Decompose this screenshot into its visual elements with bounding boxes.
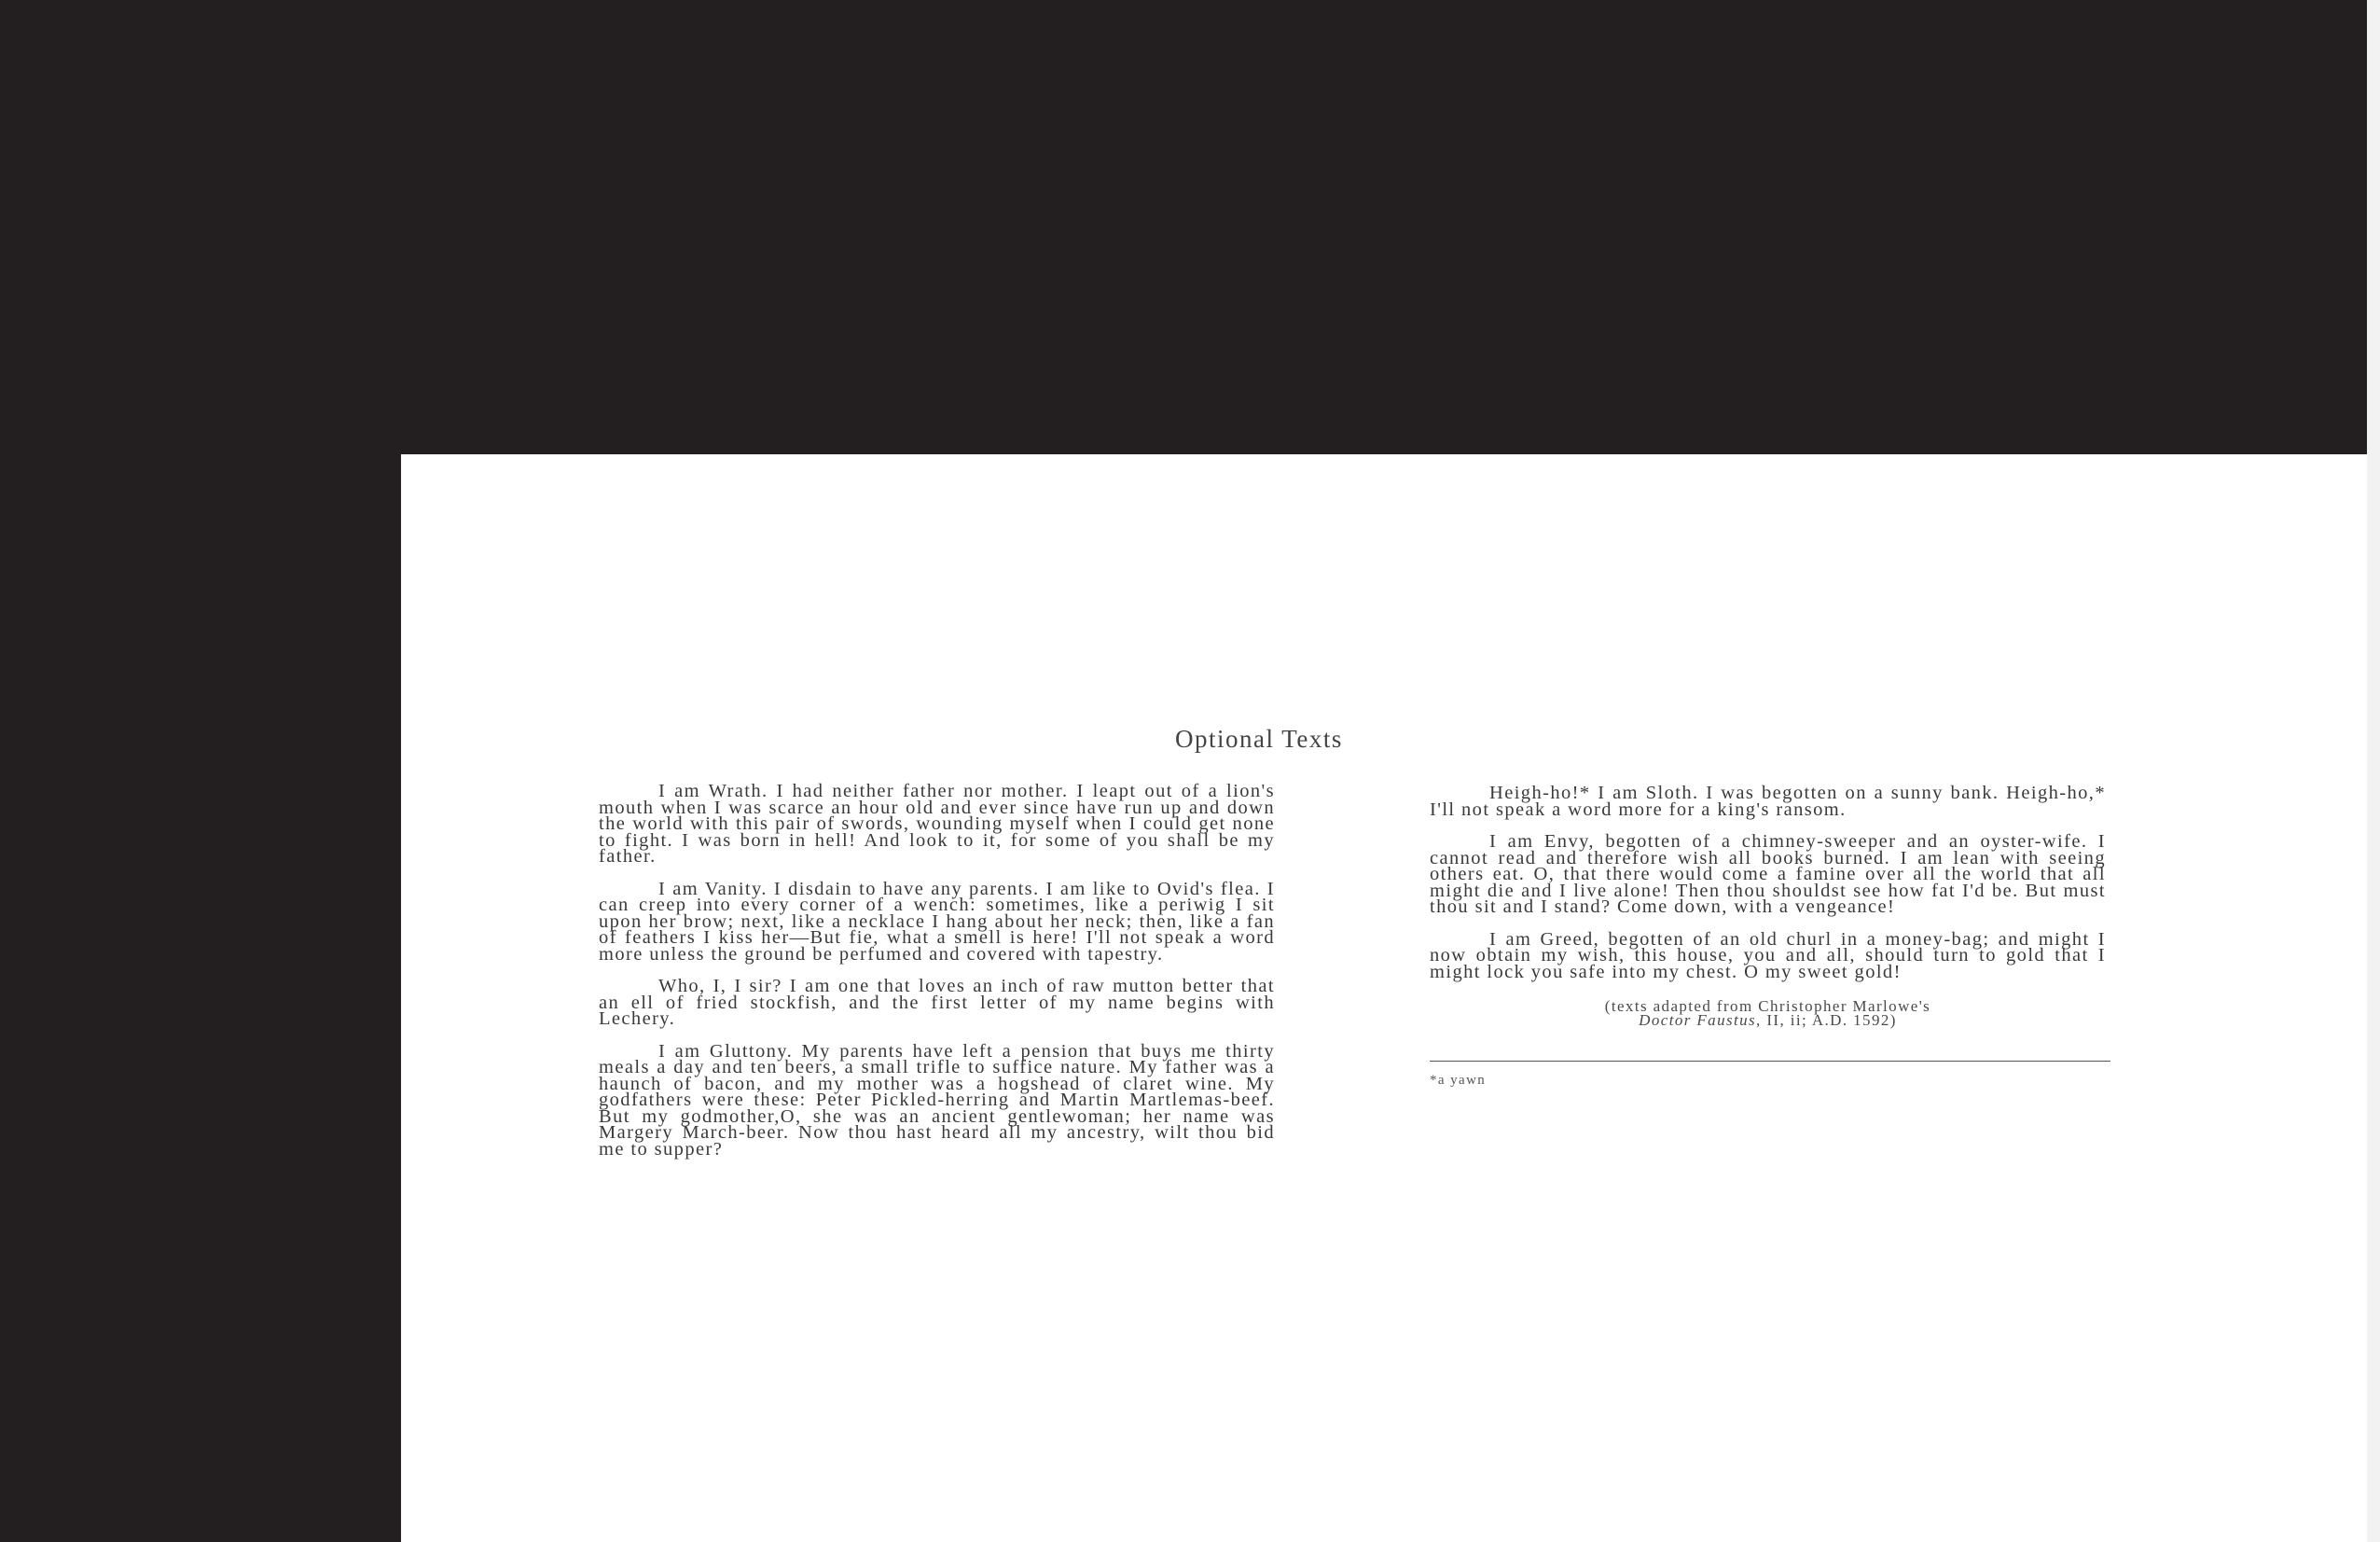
credit-line-2 [1430, 1013, 2106, 1027]
credit-work-title: Doctor Faustus [1639, 1011, 1757, 1029]
paragraph-lechery: Who, I, I sir? I am one that loves an inch of raw mutton better that an ell of fried stockfish, and the first letter of my name begins with Lechery. [599, 976, 1275, 1029]
left-text-column [599, 781, 1275, 1174]
credit-line: (texts adapted from Christopher Marlowe's [1604, 997, 1931, 1015]
paragraph-greed: I am Greed, begotten of an old churl in a money-bag; and might I now obtain my wish, this house, you and all, should turn to gold that I might lock you safe into my chest. O my sweet gold! [1430, 928, 2106, 982]
paragraph-gluttony: I am Gluttony. My parents have left a pension that buys me thirty meals a day and ten beers, a small trifle to suffice nature. My father was a haunch of bacon, and my mother was a hogshead of claret wine. My godfathers were these: Peter Pickled-herring and Martin Martlemas-beef. But my godmother,O, she was an ancient gentlewoman; her name was Margery March-beer. Now thou hast heard all my ancestry, wilt thou bid me to supper? [599, 1040, 1275, 1160]
page-title: Optional Texts [1175, 725, 1343, 753]
source-credit [1430, 999, 2106, 1027]
paragraph-sloth: Heigh-ho!* I am Sloth. I was begotten on a sunny bank. Heigh-ho,* I'll not speak a word more for a king's ransom. [1430, 783, 2106, 820]
paragraph-vanity: I am Vanity. I disdain to have any parents. I am like to Ovid's flea. I can creep into every corner of a wench: sometimes, like a periwig I sit upon her brow; next, like a necklace I hang about her neck; then, like a fan of feathers I kiss her—But fie, what a smell is here! I'll not speak a word more unless the ground be perfumed and covered with tapestry. [599, 878, 1275, 965]
right-text-column [1430, 785, 2106, 1090]
footnote-divider [1430, 1061, 2110, 1062]
credit-reference: , II, ii; A.D. 1592) [1756, 1011, 1897, 1029]
paragraph-wrath: I am Wrath. I had neither father nor mother. I leapt out of a lion's mouth when I was scarce an hour old and ever since have run up and down the world with this pair of swords, wounding myself when I could get none to fight. I was born in hell! And look to it, for some of you shall be my father. [599, 781, 1275, 867]
paragraph-envy: I am Envy, begotten of a chimney-sweeper and an oyster-wife. I cannot read and therefore wish all books burned. I am lean with seeing others eat. O, that there would come a famine over all the world that all might die and I live alone! Then thou shouldst see how fat I'd be. But must thou sit and I stand? Come down, with a vengeance! [1430, 831, 2106, 917]
document-page [401, 454, 2367, 1542]
page-edge-strip [2367, 0, 2380, 1542]
footnote: *a yawn [1430, 1073, 1487, 1088]
